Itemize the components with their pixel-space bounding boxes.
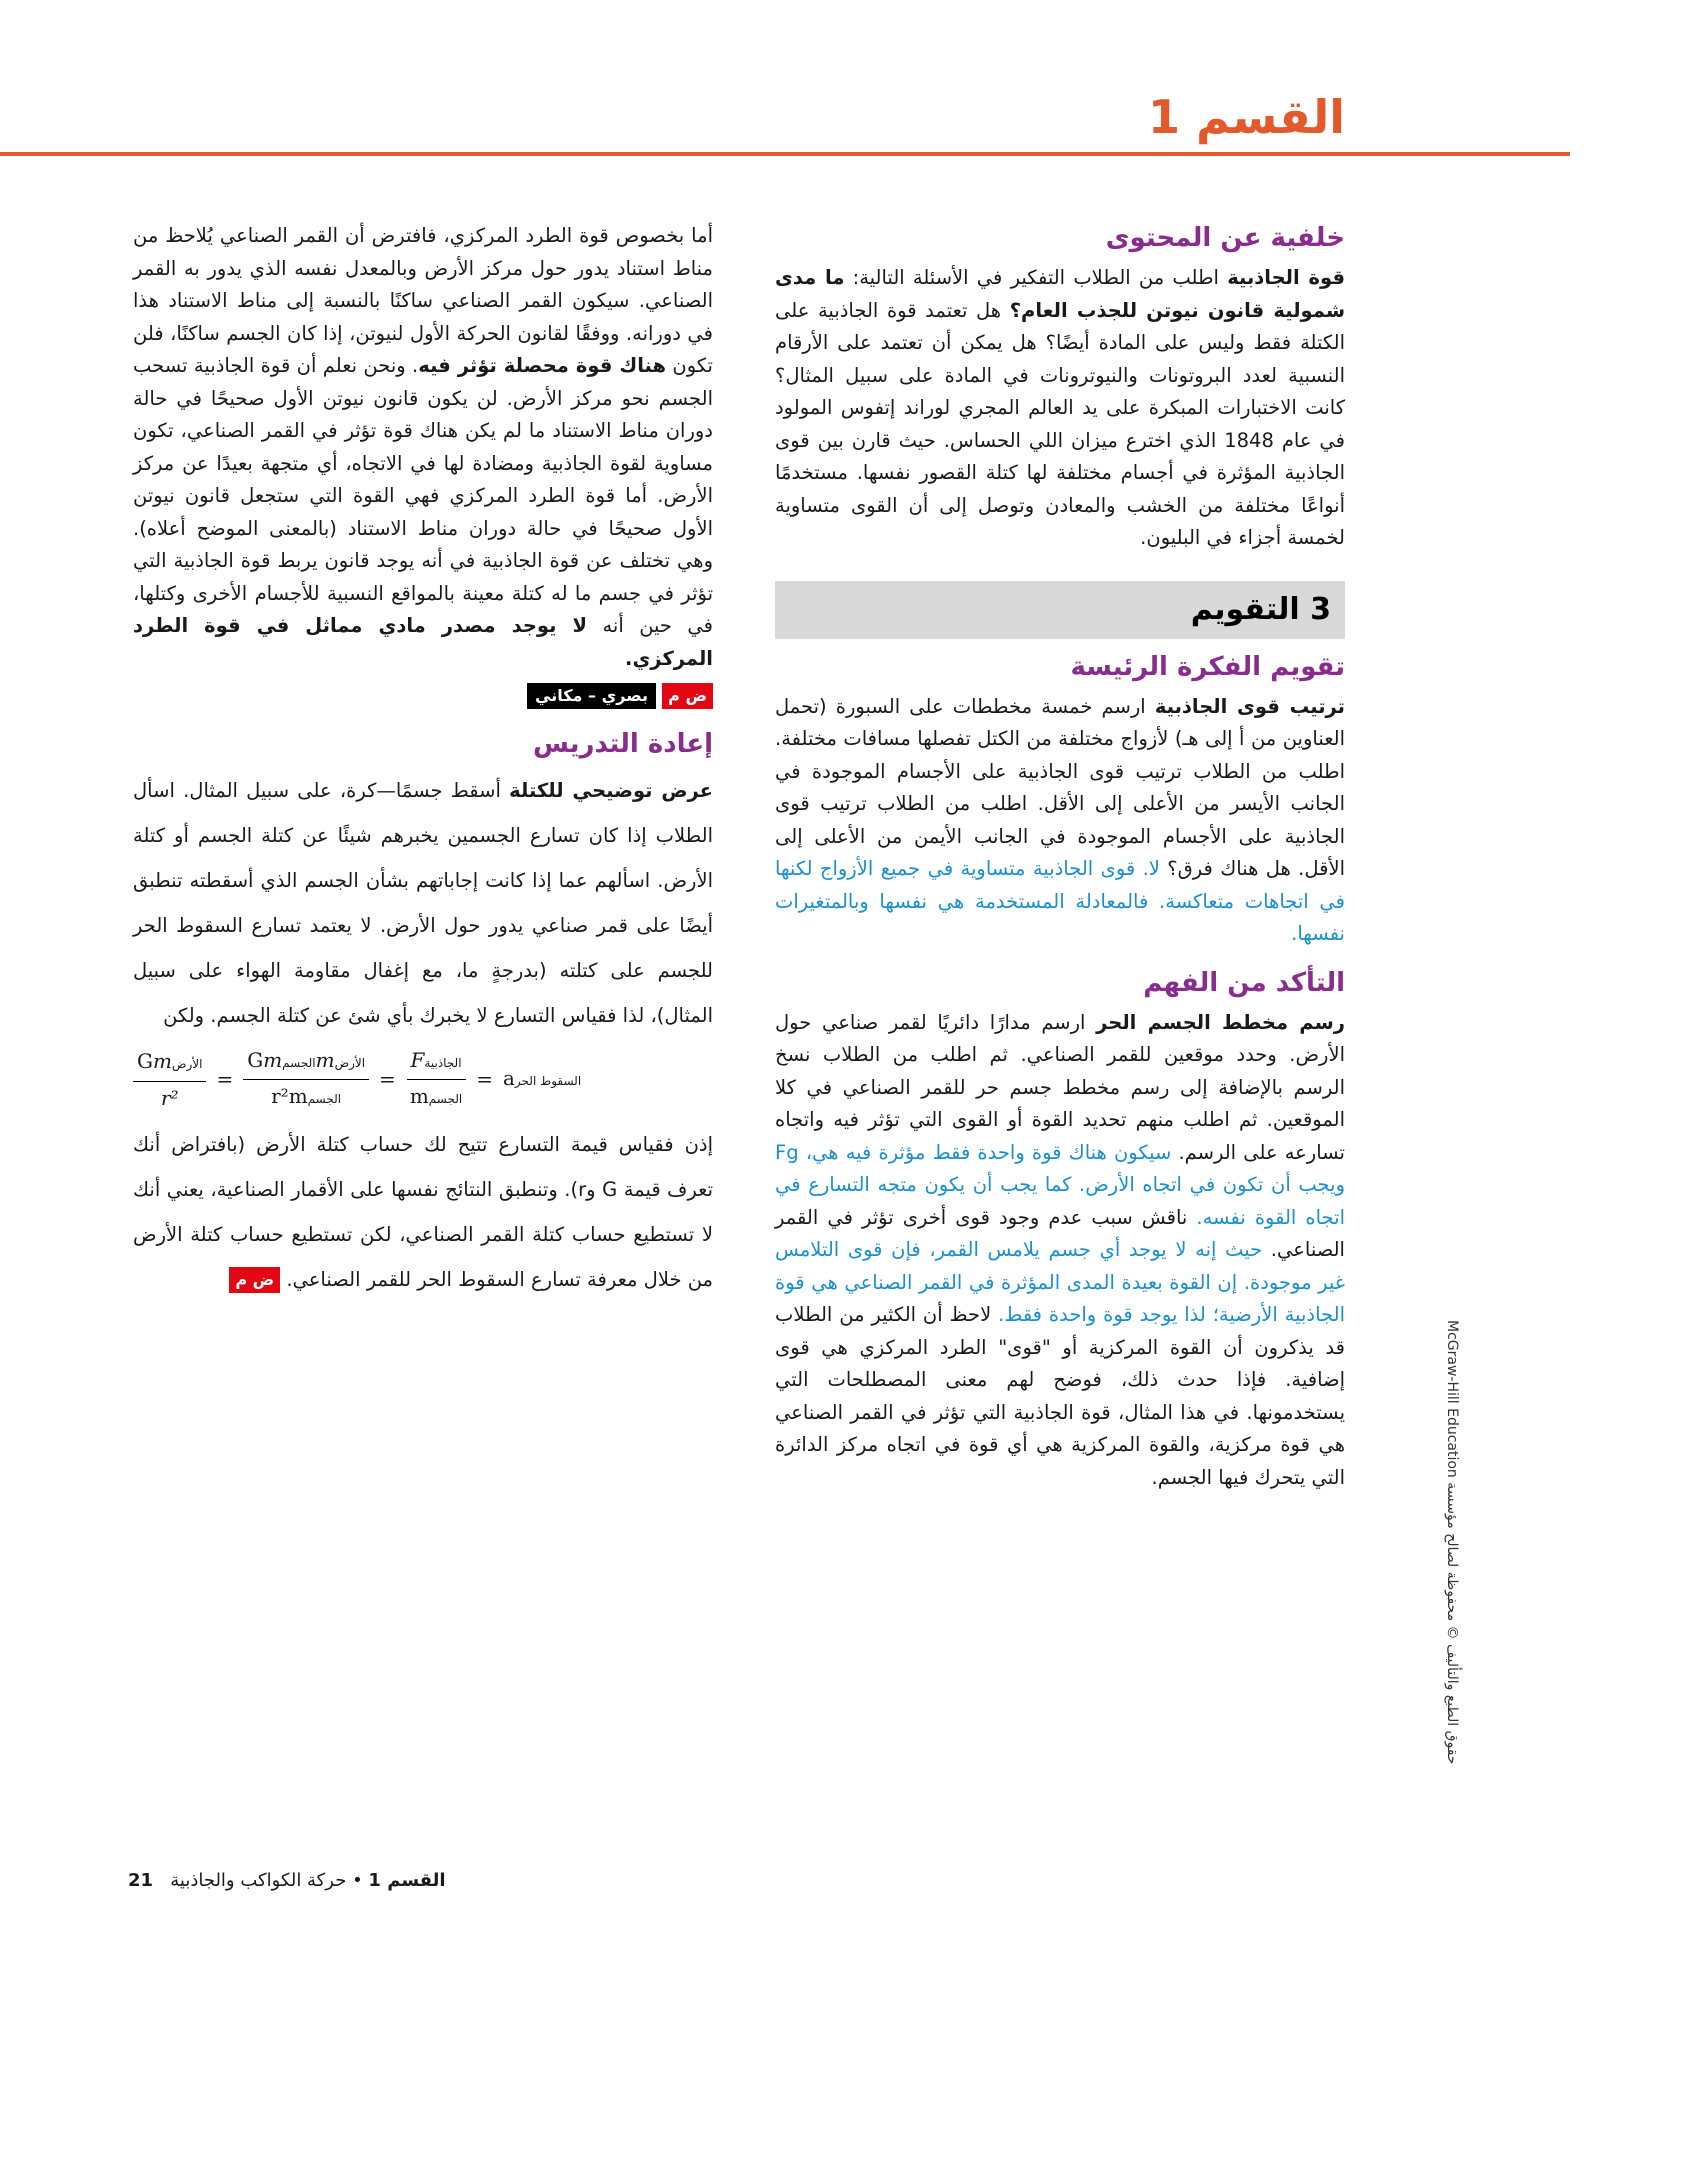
reteach-conclusion: إذن فقياس قيمة التسارع تتيح لك حساب كتلة الأرض (بافتراض أنك تعرف قيمة G وr). وتنطبق النتائج نفسها على الأقمار الصناعية، يعني أنك لا تستطيع حساب كتلة القمر الصناعي، لكن تستطيع حساب كتلة الأرض من خلال معرفة تسارع السقوط الحر للقمر الصناعي. ض م [133,1122,713,1302]
footer-section: القسم 1 [368,1870,446,1891]
right-column [775,220,1345,1494]
reteach-heading: إعادة التدريس [533,728,713,759]
header-rule [0,152,1570,156]
main-idea-answer: لا. قوى الجاذبية متساوية في جميع الأزواج لكنها في اتجاهات متعاكسة. فالمعادلة المستخدمة هي نفسها وبالمتغيرات نفسها. [775,857,1345,945]
background-heading: خلفية عن المحتوى [1105,223,1345,253]
check-lead: رسم مخطط الجسم الحر [1096,1010,1345,1034]
learning-style-badge: بصري – مكاني [527,683,656,709]
skill-badge-2: ض م [229,1267,280,1293]
check-paragraph: رسم مخطط الجسم الحر ارسم مدارًا دائريًا لقمر صناعي حول الأرض. وحدد موقعين للقمر الصناعي. ثم اطلب من الطلاب نسخ الرسم بالإضافة إلى رسم مخطط جسم حر للقمر الصناعي في كلا الموقعين. ثم اطلب منهم تحديد القوة أو القوى التي تؤثر فيه واتجاه تسارعه على الرسم. سيكون هناك قوة واحدة فقط مؤثرة فيه هي، Fg ويجب أن تكون في اتجاه الأرض. كما يجب أن يكون متجه التسارع في اتجاه القوة نفسه. ناقش سبب عدم وجود قوى أخرى تؤثر في القمر الصناعي. حيث إنه لا يوجد أي جسم يلامس القمر، فإن قوى التلامس غير موجودة. إن القوة بعيدة المدى المؤثرة في القمر الصناعي هي قوة الجاذبية الأرضية؛ لذا يوجد قوة واحدة فقط. لاحظ أن الكثير من الطلاب قد يذكرون أن القوة المركزية أو "قوى" الطرد المركزي هي قوى إضافية. فإذا حدث ذلك، فوضح لهم معنى المصطلحات التي يستخدمونها. في هذا المثال، قوة الجاذبية التي تؤثر في القمر الصناعي هي قوة مركزية، والقوة المركزية هي أي قوة في اتجاه مركز الدائرة التي يتحرك فيها الجسم. [775,1010,1345,1489]
background-question: ما مدى شمولية قانون نيوتن للجذب العام؟ [775,266,1345,322]
check-answer-2: حيث إنه لا يوجد أي جسم يلامس القمر، فإن قوى التلامس غير موجودة. إن القوة بعيدة المدى المؤثرة في القمر الصناعي هي قوة الجاذبية الأرضية؛ لذا يوجد قوة واحدة فقط. [775,1238,1345,1326]
copyright-note: حقوق الطبع والتأليف © محفوظة لصالح مؤسسة McGraw-Hill Education [1444,1320,1460,1765]
left-column [133,220,713,1302]
main-idea-paragraph: ترتيب قوى الجاذبية ارسم خمسة مخططات على السبورة (تحمل العناوين من أ إلى هـ) لأزواج مختلفة من الكتل تفصلها مسافات مختلفة. اطلب من الطلاب ترتيب قوى الجاذبية على الأجسام الموجودة في الجانب الأيسر من الأعلى إلى الأقل. اطلب من الطلاب ترتيب قوى الجاذبية على الأجسام الموجودة في الجانب الأيمن من الأعلى إلى الأقل. هل هناك فرق؟ لا. قوى الجاذبية متساوية في جميع الأزواج لكنها في اتجاهات متعاكسة. فالمعادلة المستخدمة هي نفسها وبالمتغيرات نفسها. [775,694,1345,945]
badge-row [133,679,713,712]
page-footer: القسم 1 • حركة الكواكب والجاذبية 21 [128,1870,446,1891]
page-number: 21 [128,1870,154,1891]
reteach-paragraph: عرض توضيحي للكتلة أسقط جسمًا—كرة، على سبيل المثال. اسأل الطلاب إذا كان تسارع الجسمين يخبرهم شيئًا عن كتلة الجسم أو كتلة الأرض. اسألهم عما إذا كانت إجاباتهم بشأن الجسم الذي أسقطته تنطبق أيضًا على قمر صناعي يدور حول الأرض. لا يعتمد تسارع السقوط الحر للجسم على كتلته (بدرجةٍ ما، مع إغفال مقاومة الهواء على سبيل المثال)، لذا فقياس التسارع لا يخبرك بأي شئ عن كتلة الجسم. ولكن [133,778,714,1027]
main-idea-lead: ترتيب قوى الجاذبية [1154,694,1345,718]
free-fall-formula: $\frac{\text{Gmالأرض}}{\text{r²}}$ = $\frac{\text{Gmالجسمmالأرض}}{\text{r²mالجسم}}$ = $\frac{\text{Fالجاذبية}}{\text{mالجسم}}$ = aالسقوط الحر [133,1044,713,1116]
footer-chapter: حركة الكواكب والجاذبية [170,1870,347,1891]
section-title: القسم 1 [1147,90,1345,144]
main-idea-heading: تقويم الفكرة الرئيسة [1070,651,1345,682]
background-lead: قوة الجاذبية [1227,266,1346,289]
evaluation-band: 3 التقويم [775,581,1345,639]
check-heading: التأكد من الفهم [1143,967,1345,998]
skill-badge: ض م [662,683,713,709]
background-paragraph: قوة الجاذبية اطلب من الطلاب التفكير في الأسئلة التالية: ما مدى شمولية قانون نيوتن للجذب العام؟ هل تعتمد قوة الجاذبية على الكتلة فقط وليس على المادة أيضًا؟ هل يمكن أن تعتمد على الأرقام النسبية لعدد البروتونات والنيوترونات في المادة على سبيل المثال؟ كانت الاختبارات المبكرة على يد العالم المجري لوراند إتفوس المولود في عام 1848 الذي اخترع ميزان اللي الحساس. حيث قارن بين قوى الجاذبية المؤثرة في أجسام مختلفة لها كتلة القصور نفسها. مستخدمًا أنواعًا مختلفة من الخشب والمعادن وتوصل إلى أن القوى متساوية لخمسة أجزاء في البليون. [775,266,1346,549]
centrifugal-paragraph: أما بخصوص قوة الطرد المركزي، فافترض أن القمر الصناعي يُلاحظ من مناط استناد يدور حول مركز الأرض وبالمعدل نفسه الذي يدور به القمر الصناعي. سيكون القمر الصناعي ساكنًا بالنسبة إلى مناط الاستناد هذا في دورانه. ووفقًا لقانون الحركة الأول لنيوتن، إذا كان الجسم ساكنًا، فلن تكون هناك قوة محصلة تؤثر فيه. ونحن نعلم أن قوة الجاذبية تسحب الجسم نحو مركز الأرض. لن يكون قانون نيوتن الأول صحيحًا في حالة دوران مناط الاستناد ما لم يكن هناك قوة تؤثر في القمر الصناعي، تكون مساوية لقوة الجاذبية ومضادة لها في الاتجاه، أي متجهة بعيدًا عن مركز الأرض. أما قوة الطرد المركزي فهي القوة التي ستجعل قانون نيوتن الأول صحيحًا في حالة دوران مناط الاستناد (بالمعنى الموضح أعلاه). وهي تختلف عن قوة الجاذبية في أنه يوجد قانون يربط قوة الجاذبية التي تؤثر في جسم ما له كتلة معينة بالمواقع النسبية للأجسام الأخرى وكتلها، في حين أنه لا يوجد مصدر مادي مماثل في قوة الطرد المركزي. [133,224,713,670]
check-answer-1: سيكون هناك قوة واحدة فقط مؤثرة فيه هي، Fg ويجب أن تكون في اتجاه الأرض. كما يجب أن يكون متجه التسارع في اتجاه القوة نفسه. [775,1140,1345,1229]
reteach-lead: عرض توضيحي للكتلة [509,778,714,802]
